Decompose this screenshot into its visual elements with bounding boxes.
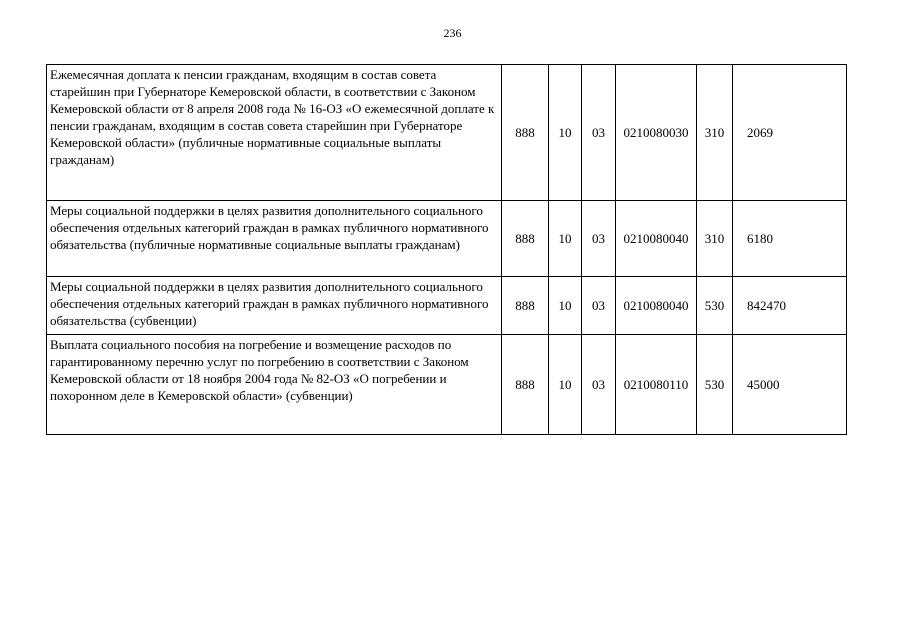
table-row: [47, 277, 847, 335]
target-article-code: 0210080110: [616, 335, 697, 435]
ministry-code: 888: [502, 65, 549, 201]
row-description: Меры социальной поддержки в целях развития дополнительного социального обеспечения отдельных категорий граждан в рамках публичного нормативного обязательства (субвенции): [47, 277, 502, 335]
table-row: [47, 65, 847, 201]
expense-type-code: 530: [697, 277, 733, 335]
amount: 842470: [733, 277, 847, 335]
expense-type-code: 310: [697, 65, 733, 201]
amount: 6180: [733, 201, 847, 277]
page-number: 236: [443, 26, 462, 40]
subsection-code: 03: [582, 335, 616, 435]
section-code: 10: [549, 65, 582, 201]
budget-table: [46, 64, 847, 435]
ministry-code: 888: [502, 335, 549, 435]
target-article-code: 0210080040: [616, 277, 697, 335]
amount: 45000: [733, 335, 847, 435]
target-article-code: 0210080030: [616, 65, 697, 201]
expense-type-code: 310: [697, 201, 733, 277]
target-article-code: 0210080040: [616, 201, 697, 277]
subsection-code: 03: [582, 201, 616, 277]
amount: 2069: [733, 65, 847, 201]
row-description: Меры социальной поддержки в целях развития дополнительного социального обеспечения отдельных категорий граждан в рамках публичного нормативного обязательства (публичные нормативные социальные выплаты гражданам): [47, 201, 502, 277]
table-row: [47, 335, 847, 435]
row-description: Ежемесячная доплата к пенсии гражданам, входящим в состав совета старейшин при Губернаторе Кемеровской области, в соответствии с Законом Кемеровской области от 8 апреля 2008 года № 16-ОЗ «О ежемесячной доплате к пенсии гражданам, входящим в состав совета старейшин при Губернаторе Кемеровской области» (публичные нормативные социальные выплаты гражданам): [47, 65, 502, 201]
subsection-code: 03: [582, 277, 616, 335]
subsection-code: 03: [582, 65, 616, 201]
row-description: Выплата социального пособия на погребение и возмещение расходов по гарантированному перечню услуг по погребению в соответствии с Законом Кемеровской области от 18 ноября 2004 года № 82-ОЗ «О погребении и похоронном деле в Кемеровской области» (субвенции): [47, 335, 502, 435]
section-code: 10: [549, 277, 582, 335]
ministry-code: 888: [502, 277, 549, 335]
section-code: 10: [549, 201, 582, 277]
table-row: [47, 201, 847, 277]
expense-type-code: 530: [697, 335, 733, 435]
ministry-code: 888: [502, 201, 549, 277]
section-code: 10: [549, 335, 582, 435]
